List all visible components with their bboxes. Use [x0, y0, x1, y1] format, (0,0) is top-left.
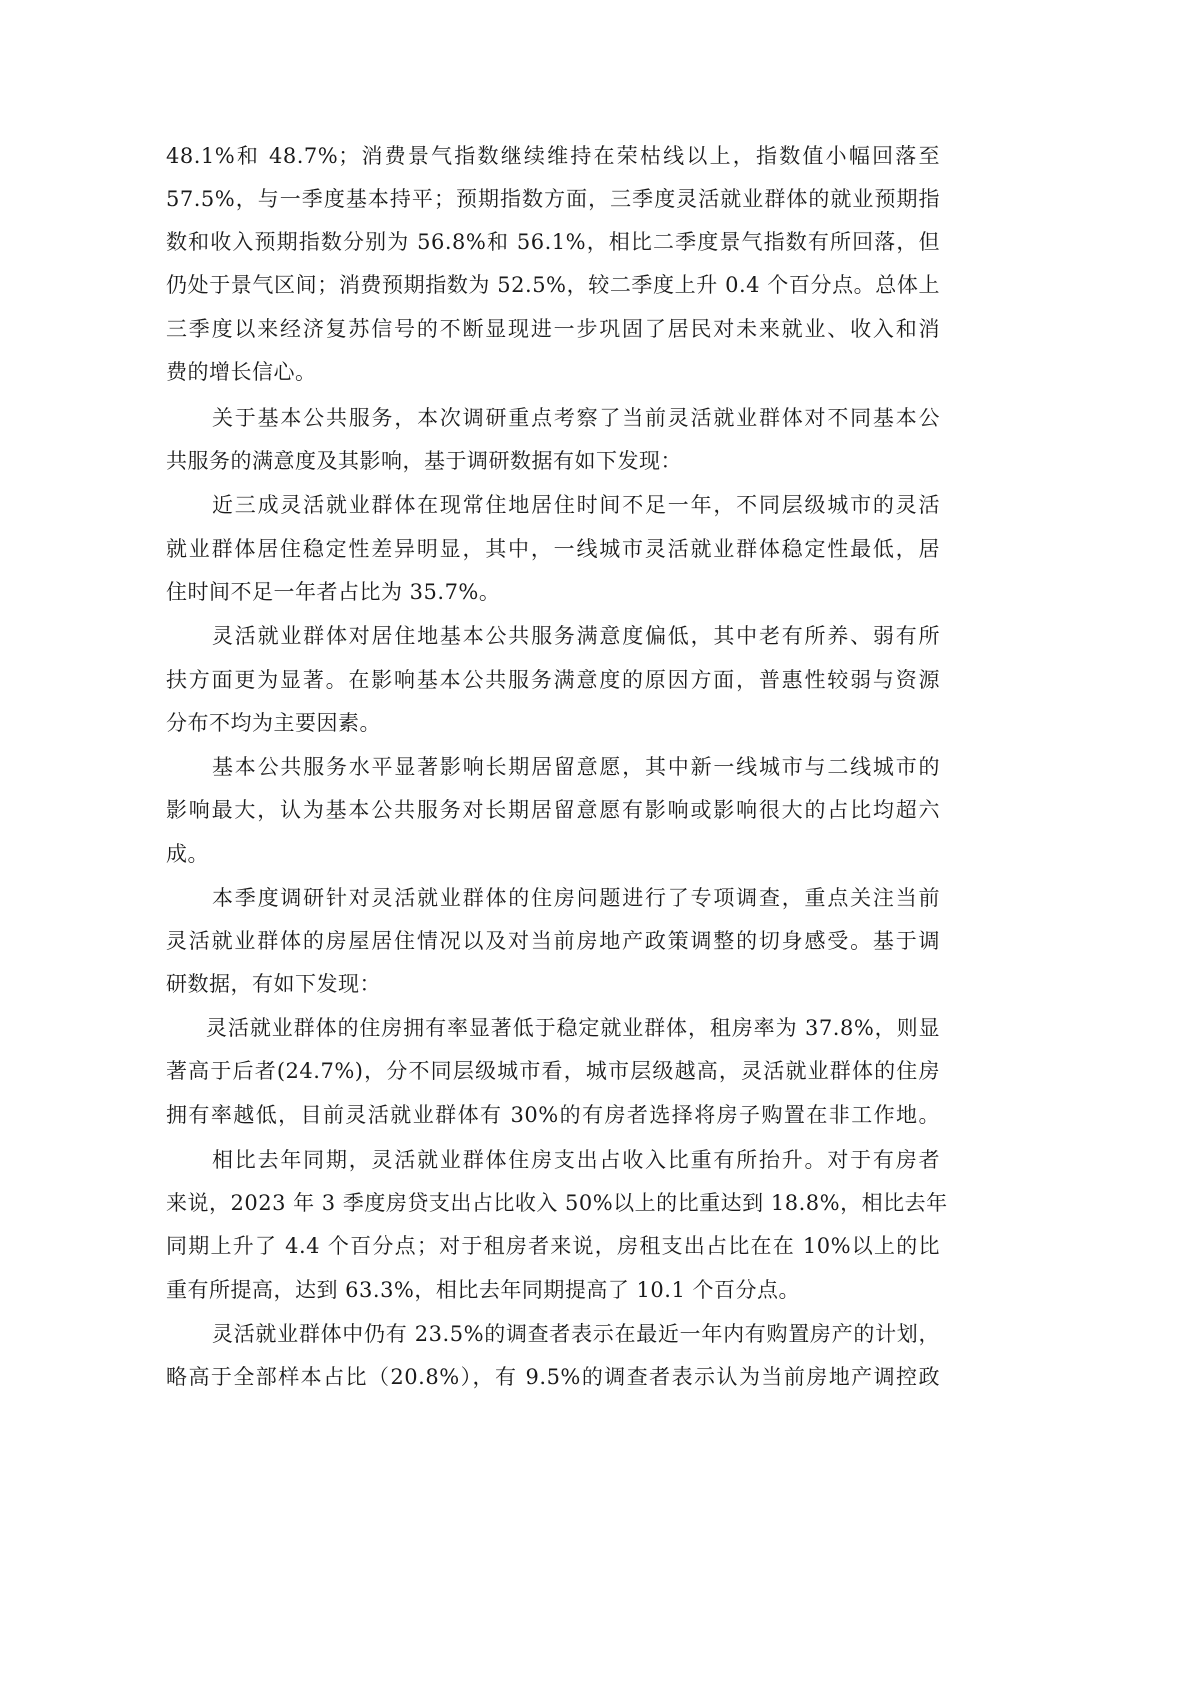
text-line: 拥有率越低，目前灵活就业群体有 30%的有房者选择将房子购置在非工作地。 — [166, 1103, 940, 1127]
text-line: 48.1%和 48.7%；消费景气指数继续维持在荣枯线以上，指数值小幅回落至 — [166, 144, 940, 168]
text-line: 研数据，有如下发现： — [166, 972, 381, 996]
text-line: 关于基本公共服务，本次调研重点考察了当前灵活就业群体对不同基本公 — [212, 406, 940, 430]
text-line: 57.5%，与一季度基本持平；预期指数方面，三季度灵活就业群体的就业预期指 — [166, 187, 940, 211]
text-line: 共服务的满意度及其影响，基于调研数据有如下发现： — [166, 449, 682, 473]
text-line: 灵活就业群体中仍有 23.5%的调查者表示在最近一年内有购置房产的计划， — [212, 1322, 940, 1346]
text-line: 成。 — [166, 842, 209, 866]
text-line: 就业群体居住稳定性差异明显，其中，一线城市灵活就业群体稳定性最低，居 — [166, 537, 940, 561]
text-line: 费的增长信心。 — [166, 360, 317, 384]
text-line: 扶方面更为显著。在影响基本公共服务满意度的原因方面，普惠性较弱与资源 — [166, 668, 940, 692]
text-line: 分布不均为主要因素。 — [166, 711, 381, 735]
text-line: 来说，2023 年 3 季度房贷支出占比收入 50%以上的比重达到 18.8%，相比去年 — [166, 1191, 948, 1215]
text-line: 灵活就业群体的房屋居住情况以及对当前房地产政策调整的切身感受。基于调 — [166, 929, 940, 953]
text-line: 灵活就业群体对居住地基本公共服务满意度偏低，其中老有所养、弱有所 — [212, 624, 940, 648]
text-line: 基本公共服务水平显著影响长期居留意愿，其中新一线城市与二线城市的 — [212, 755, 940, 779]
text-line: 影响最大，认为基本公共服务对长期居留意愿有影响或影响很大的占比均超六 — [166, 798, 940, 822]
text-line: 同期上升了 4.4 个百分点；对于租房者来说，房租支出占比在在 10%以上的比 — [166, 1234, 940, 1258]
text-line: 著高于后者(24.7%)，分不同层级城市看，城市层级越高，灵活就业群体的住房 — [166, 1059, 940, 1083]
text-line: 本季度调研针对灵活就业群体的住房问题进行了专项调查，重点关注当前 — [212, 886, 940, 910]
text-line: 灵活就业群体的住房拥有率显著低于稳定就业群体，租房率为 37.8%，则显 — [206, 1016, 940, 1040]
text-line: 仍处于景气区间；消费预期指数为 52.5%，较二季度上升 0.4 个百分点。总体上 — [166, 273, 940, 297]
text-line: 重有所提高，达到 63.3%，相比去年同期提高了 10.1 个百分点。 — [166, 1278, 800, 1302]
text-line: 三季度以来经济复苏信号的不断显现进一步巩固了居民对未来就业、收入和消 — [166, 317, 940, 341]
text-line: 住时间不足一年者占比为 35.7%。 — [166, 580, 501, 604]
text-line: 数和收入预期指数分别为 56.8%和 56.1%，相比二季度景气指数有所回落，但 — [166, 230, 940, 254]
text-line: 近三成灵活就业群体在现常住地居住时间不足一年，不同层级城市的灵活 — [212, 493, 940, 517]
text-line: 相比去年同期，灵活就业群体住房支出占收入比重有所抬升。对于有房者 — [212, 1148, 940, 1172]
text-line: 略高于全部样本占比（20.8%），有 9.5%的调查者表示认为当前房地产调控政 — [166, 1365, 940, 1389]
